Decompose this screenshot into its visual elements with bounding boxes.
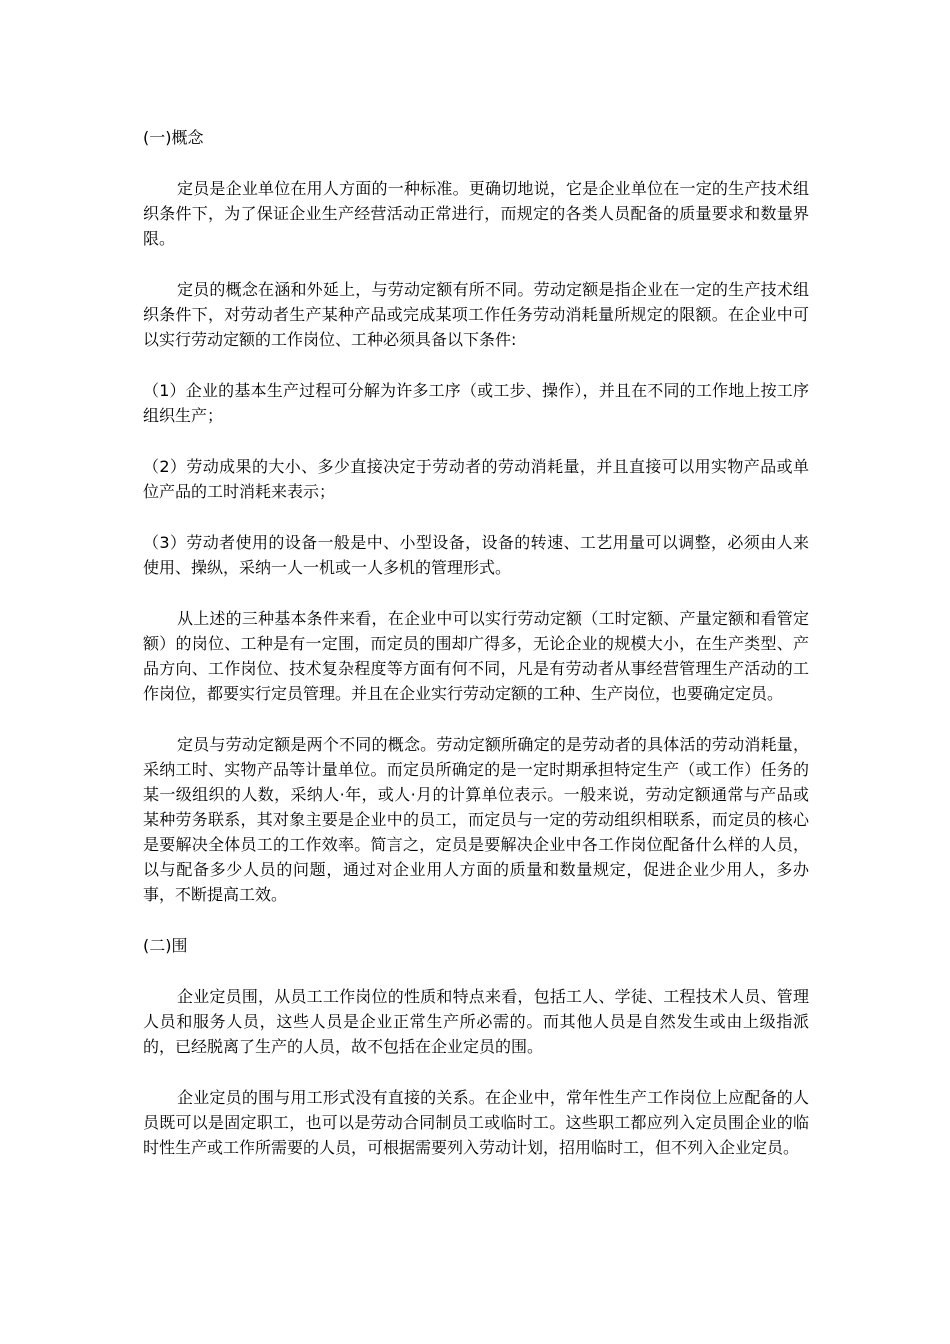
paragraph-definition: 定员是企业单位在用人方面的一种标准。更确切地说，它是企业单位在一定的生产技术组织条件下，为了保证企业生产经营活动正常进行，而规定的各类人员配备的质量要求和数量界限。	[143, 179, 809, 248]
paragraph-difference: 定员与劳动定额是两个不同的概念。劳动定额所确定的是劳动者的具体活的劳动消耗量，采纳工时、实物产品等计量单位。而定员所确定的是一定时期承担特定生产（或工作）任务的某一级组织的人数，采纳人·年，或人·月的计算单位表示。一般来说，劳动定额通常与产品或某种劳务联系，其对象主要是企业中的员工，而定员与一定的劳动组织相联系，而定员的核心是要解决全体员工的工作效率。简言之，定员是要解决企业中各工作岗位配备什么样的人员，以与配备多少人员的问题，通过对企业用人方面的质量和数量规定，促进企业少用人，多办事，不断提高工效。	[143, 735, 809, 904]
paragraph-scope: 企业定员围，从员工工作岗位的性质和特点来看，包括工人、学徒、工程技术人员、管理人员和服务人员，这些人员是企业正常生产所必需的。而其他人员是自然发生或由上级指派的，已经脱离了生产的人员，故不包括在企业定员的围。	[143, 987, 809, 1056]
paragraph-labor-quota: 定员的概念在涵和外延上，与劳动定额有所不同。劳动定额是指企业在一定的生产技术组织条件下，对劳动者生产某种产品或完成某项工作任务劳动消耗量所规定的限额。在企业中可以实行劳动定额的工作岗位、工种必须具备以下条件:	[143, 280, 809, 349]
paragraph-employment-form: 企业定员的围与用工形式没有直接的关系。在企业中，常年性生产工作岗位上应配备的人员既可以是固定职工，也可以是劳动合同制员工或临时工。这些职工都应列入定员围企业的临时性生产或工作所需要的人员，可根据需要列入劳动计划，招用临时工，但不列入企业定员。	[143, 1088, 809, 1157]
list-item-condition-3: （3）劳动者使用的设备一般是中、小型设备，设备的转速、工艺用量可以调整，必须由人来使用、操纵，采纳一人一机或一人多机的管理形式。	[143, 533, 809, 577]
document-page	[143, 125, 809, 1186]
section-heading-scope: (二)围	[143, 936, 188, 955]
section-heading-concept: (一)概念	[143, 128, 204, 147]
list-item-condition-2: （2）劳动成果的大小、多少直接决定于劳动者的劳动消耗量，并且直接可以用实物产品或单位产品的工时消耗来表示；	[143, 457, 809, 501]
list-item-condition-1: （1）企业的基本生产过程可分解为许多工序（或工步、操作），并且在不同的工作地上按工序组织生产；	[143, 381, 809, 425]
paragraph-three-conditions: 从上述的三种基本条件来看，在企业中可以实行劳动定额（工时定额、产量定额和看管定额）的岗位、工种是有一定围，而定员的围却广得多，无论企业的规模大小，在生产类型、产品方向、工作岗位、技术复杂程度等方面有何不同，凡是有劳动者从事经营管理生产活动的工作岗位，都要实行定员管理。并且在企业实行劳动定额的工种、生产岗位，也要确定定员。	[143, 609, 809, 703]
